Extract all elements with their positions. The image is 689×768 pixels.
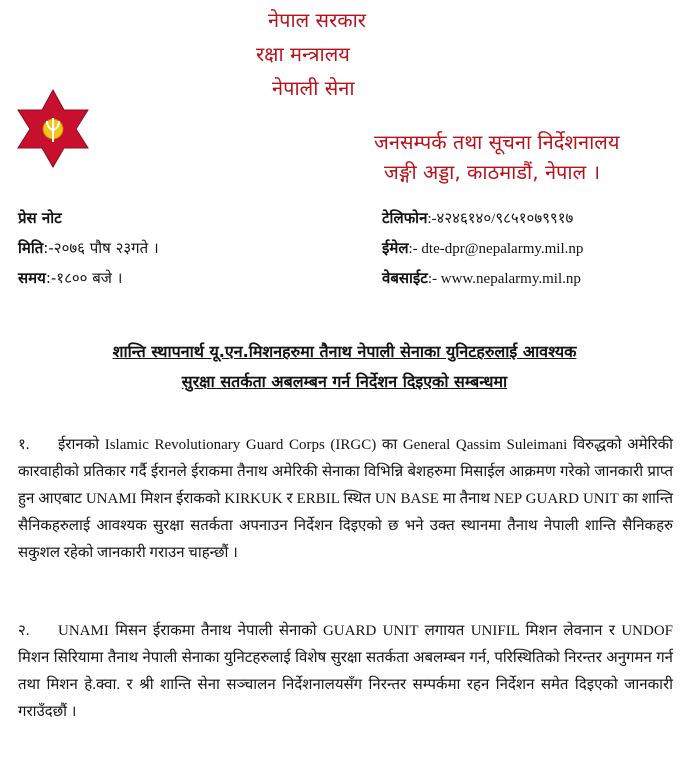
phone-line [382,208,573,228]
paragraph-2 [18,618,673,726]
ministry-title: रक्षा मन्त्रालय [256,42,350,66]
date-line [18,238,159,258]
website-line [382,268,581,288]
paragraph-2-number: २. [18,623,30,639]
time-label: समय [18,269,46,287]
directorate-title: जनसम्पर्क तथा सूचना निर्देशनालय [374,130,620,154]
subject-line-2: सुरक्षा सतर्कता अबलम्बन गर्न निर्देशन दिइएको सम्बन्धमा [181,372,508,391]
email-line [382,238,583,258]
subject-line-1: शान्ति स्थापनार्थ यू.एन.मिशनहरुमा तैनाथ नेपाली सेनाका युनिटहरुलाई आवश्यक [112,342,577,361]
email-label: ईमेल [382,239,409,257]
web-value[interactable]: :- www.nepalarmy.mil.np [427,271,581,287]
date-label: मिति [18,239,44,257]
press-note-label: प्रेस नोट [18,209,62,227]
phone-value: :-४२४६१४०/९८५१०७९९१७ [427,211,574,227]
phone-label: टेलिफोन [382,209,428,227]
paragraph-1-number: १. [18,437,30,453]
paragraph-1 [18,432,673,567]
date-value: :-२०७६ पौष २३गते । [43,239,159,257]
email-value[interactable]: :- dte-dpr@nepalarmy.mil.np [408,241,584,257]
paragraph-1-text: ईरानको Islamic Revolutionary Guard Corps (IRGC) का General Qassim Suleimani विरुद्धको अमेरिकी कारवाहीको प्रतिकार गर्दै ईरानले ईराकमा तैनाथ अमेरिकी सेनाका विभिन्नि बेशहरुमा मिसाईल आक्रमण गरेको जानकारी प्राप्त हुन आएबाट UNAMI मिशन ईराकको KIRKUK र ERBIL स्थित UN BASE मा तैनाथ NEP GUARD UNIT का शान्ति सैनिकहरुलाई आवश्यक सुरक्षा सतर्कता अपनाउन निर्देशन दिइएको छ भने उक्त स्थानमा तैनाथ नेपाली शान्ति सैनिकहरु सकुशल रहेको जानकारी गराउन चाहन्छौं । [18,437,673,561]
nepal-army-emblem-icon [14,88,92,168]
government-title: नेपाल सरकार [268,8,366,32]
web-label: वेबसाईट [382,269,428,287]
army-title: नेपाली सेना [272,76,355,100]
address-line: जङ्गी अड्डा, काठमाडौं, नेपाल । [384,160,601,184]
time-value: :-१८०० बजे । [45,269,123,287]
paragraph-2-text: UNAMI मिसन ईराकमा तैनाथ नेपाली सेनाको GUARD UNIT लगायत UNIFIL मिशन लेवनान र UNDOF मिशन सिरियामा तैनाथ नेपाली सेनाका युनिटहरुलाई विशेष सुरक्षा सतर्कता अबलम्बन गर्न, परिस्थितिको निरन्तर अनुगमन गर्न तथा मिशन हे.क्वा. र श्री शान्ति सेना सञ्चालन निर्देशनालयसँग निरन्तर सम्पर्कमा रहन निर्देशन समेत दिइएको जानकारी गराउँदछौं । [18,623,673,720]
time-line [18,268,122,288]
